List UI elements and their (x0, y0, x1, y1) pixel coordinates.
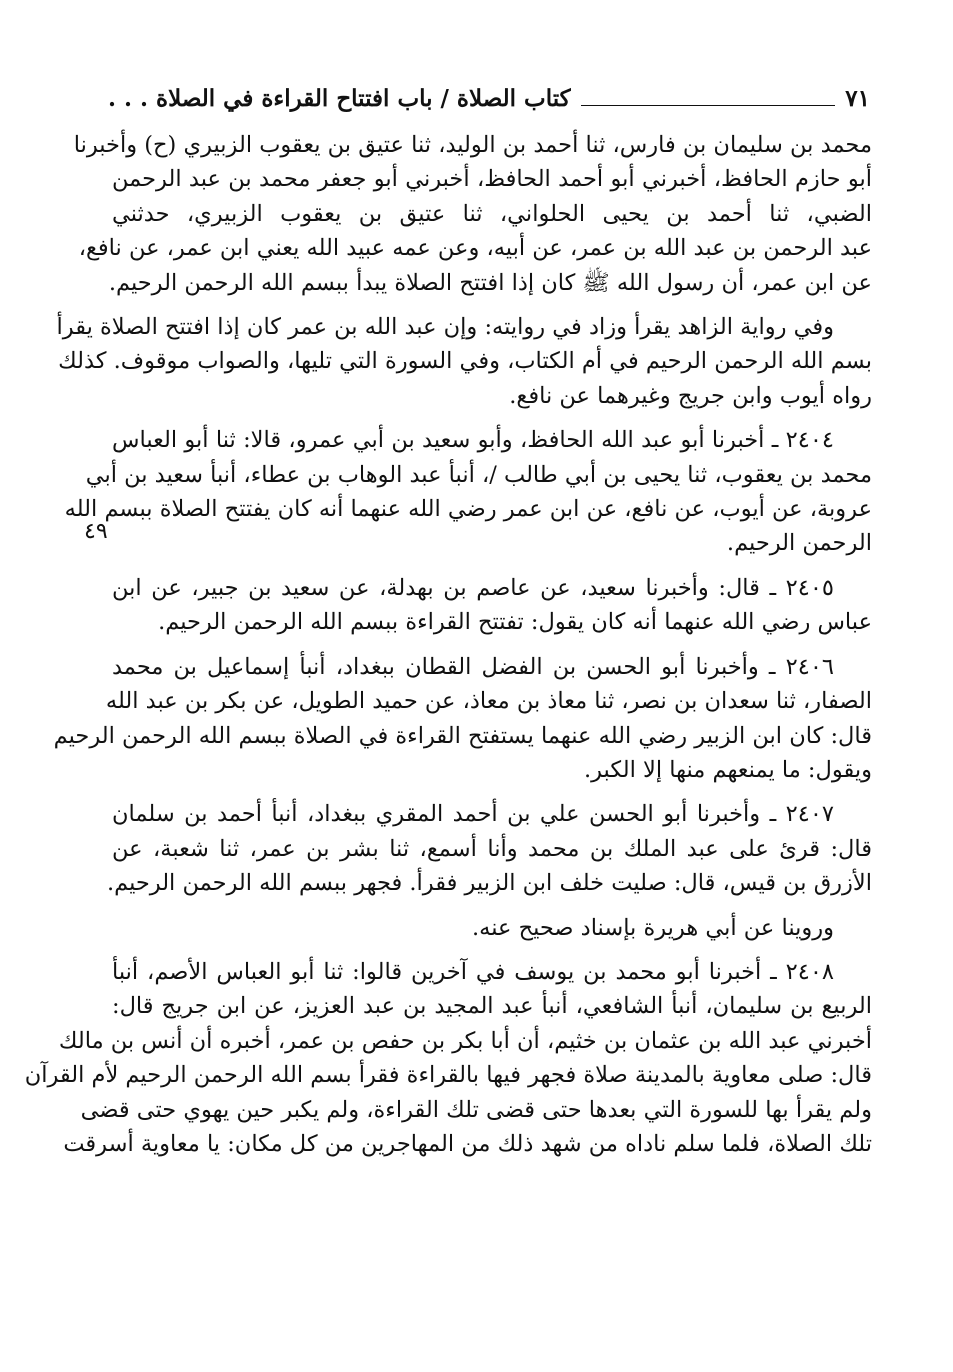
text-line: الأزرق بن قيس، قال: صليت خلف ابن الزبير فقرأ. فجهر ببسم الله الرحمن الرحيم. (106, 870, 872, 897)
text-line: محمد بن سليمان بن فارس، ثنا أحمد بن الوليد، ثنا عتيق بن يعقوب الزبيري (ح) وأخبرنا (73, 132, 872, 158)
text-line: أخبرني عبد الله بن عثمان بن خثيم، أن أبا بكر بن حفص بن عمر، أخبره أن أنس بن مالك (58, 1027, 872, 1054)
text-line: الصفار، ثنا سعدان بن نصر، ثنا معاذ بن معاذ، عن حميد الطويل، عن بكر بن عبد الله (105, 688, 872, 715)
text-line: الربيع بن سليمان، أنبأ الشافعي، أنبأ عبد المجيد بن عبد العزيز، عن ابن جريج قال: (112, 993, 872, 1020)
text-line: ٢٤٠٧ ـ وأخبرنا أبو الحسن علي بن أحمد المقري ببغداد، أنبأ أحمد بن سلمان (112, 801, 834, 828)
paragraph (53, 650, 872, 788)
text-line: ٢٤٠٦ ـ وأخبرنا أبو الحسن بن الفضل القطان ببغداد، أنبأ إسماعيل بن محمد (112, 653, 834, 680)
page-number: ٧١ (845, 84, 870, 112)
text-line: بسم الله الرحمن الرحيم في أم الكتاب، وفي السورة التي تليها، والصواب موقوف. كذلك (58, 348, 872, 375)
text-line: قال: صلى معاوية بالمدينة صلاة فجهر فيها بالقراءة فقرأ بسم الله الرحمن الرحيم لأم القرآن (24, 1062, 872, 1089)
text-line: رواه أيوب وابن جريج وغيرهما عن نافع. (509, 382, 872, 409)
text-line: وروينا عن أبي هريرة بإسناد صحيح عنه. (472, 914, 834, 941)
paragraph (112, 911, 872, 945)
text-line: ٢٤٠٥ ـ قال: وأخبرنا سعيد، عن عاصم بن بهدلة، عن سعيد بن جبير، عن ابن (112, 574, 834, 601)
text-line: عبد الرحمن بن عبد الله بن عمر، عن أبيه، وعن عمه عبيد الله يعني ابن عمر، عن نافع، (78, 235, 872, 262)
text-line: الضبي، ثنا أحمد بن يحيى الحلواني، ثنا عتيق بن يعقوب الزبيري، حدثني (112, 200, 872, 227)
text-line: ويقول: ما يمنعهم منها إلا الكبر. (583, 756, 872, 783)
text-line: الرحمن الرحيم. (726, 530, 872, 557)
chapter-title: كتاب الصلاة / باب افتتاح القراءة في الصلاة . . . (108, 84, 571, 112)
text-line: تلك الصلاة، فلما سلم ناداه من شهد ذلك من المهاجرين من كل مكان: يا معاوية أسرقت (63, 1130, 872, 1157)
text-line: ٢٤٠٤ ـ أخبرنا أبو عبد الله الحافظ، وأبو سعيد بن أبي عمرو، قالا: ثنا أبو العباس (112, 427, 834, 454)
paragraph (106, 797, 872, 900)
text-line: قال: قرئ على عبد الملك بن محمد وأنا أسمع، ثنا بشر بن عمر، ثنا شعبة، عن (112, 835, 872, 862)
text-line: أبو حازم الحافظ، أخبرني أبو أحمد الحافظ، أخبرني أبو جعفر محمد بن عبد الرحمن (112, 166, 872, 193)
paragraph (56, 310, 872, 413)
text-line: وفي رواية الزاهد يقرأ وزاد في روايته: وإن عبد الله بن عمر كان إذا افتتح الصلاة يقرأ (56, 314, 834, 341)
running-header (108, 78, 870, 118)
margin-volume-page-number: ٤٩ (84, 519, 108, 544)
text-line: ولم يقرأ بها للسورة التي بعدها حتى قضى تلك القراءة، ولم يكبر حين يهوي حتى قضى (80, 1096, 872, 1123)
text-line: محمد بن يعقوب، ثنا يحيى بن أبي طالب /، أنبأ عبد الوهاب بن عطاء، أنبأ سعيد بن أبي (85, 461, 872, 488)
text-line: عن ابن عمر، أن رسول الله ﷺ كان إذا افتتح الصلاة يبدأ ببسم الله الرحمن الرحيم. (108, 269, 872, 296)
text-line: ٢٤٠٨ ـ أخبرنا أبو محمد بن يوسف في آخرين قالوا: ثنا أبو العباس الأصم، أنبأ (112, 958, 834, 985)
text-line: عباس رضي الله عنهما أنه كان يقول: تفتتح القراءة ببسم الله الرحمن الرحيم. (158, 609, 872, 636)
header-rule (581, 105, 836, 106)
paragraph (24, 955, 872, 1161)
paragraph (73, 128, 872, 300)
text-line: قال: كان ابن الزبير رضي الله عنهما يستفتح القراءة في الصلاة ببسم الله الرحمن الرحيم (53, 722, 872, 749)
text-line: عروبة، عن أيوب، عن نافع، عن ابن عمر رضي الله عنهما أنه كان يفتتح الصلاة ببسم الله (64, 496, 872, 523)
paragraph (112, 571, 872, 640)
